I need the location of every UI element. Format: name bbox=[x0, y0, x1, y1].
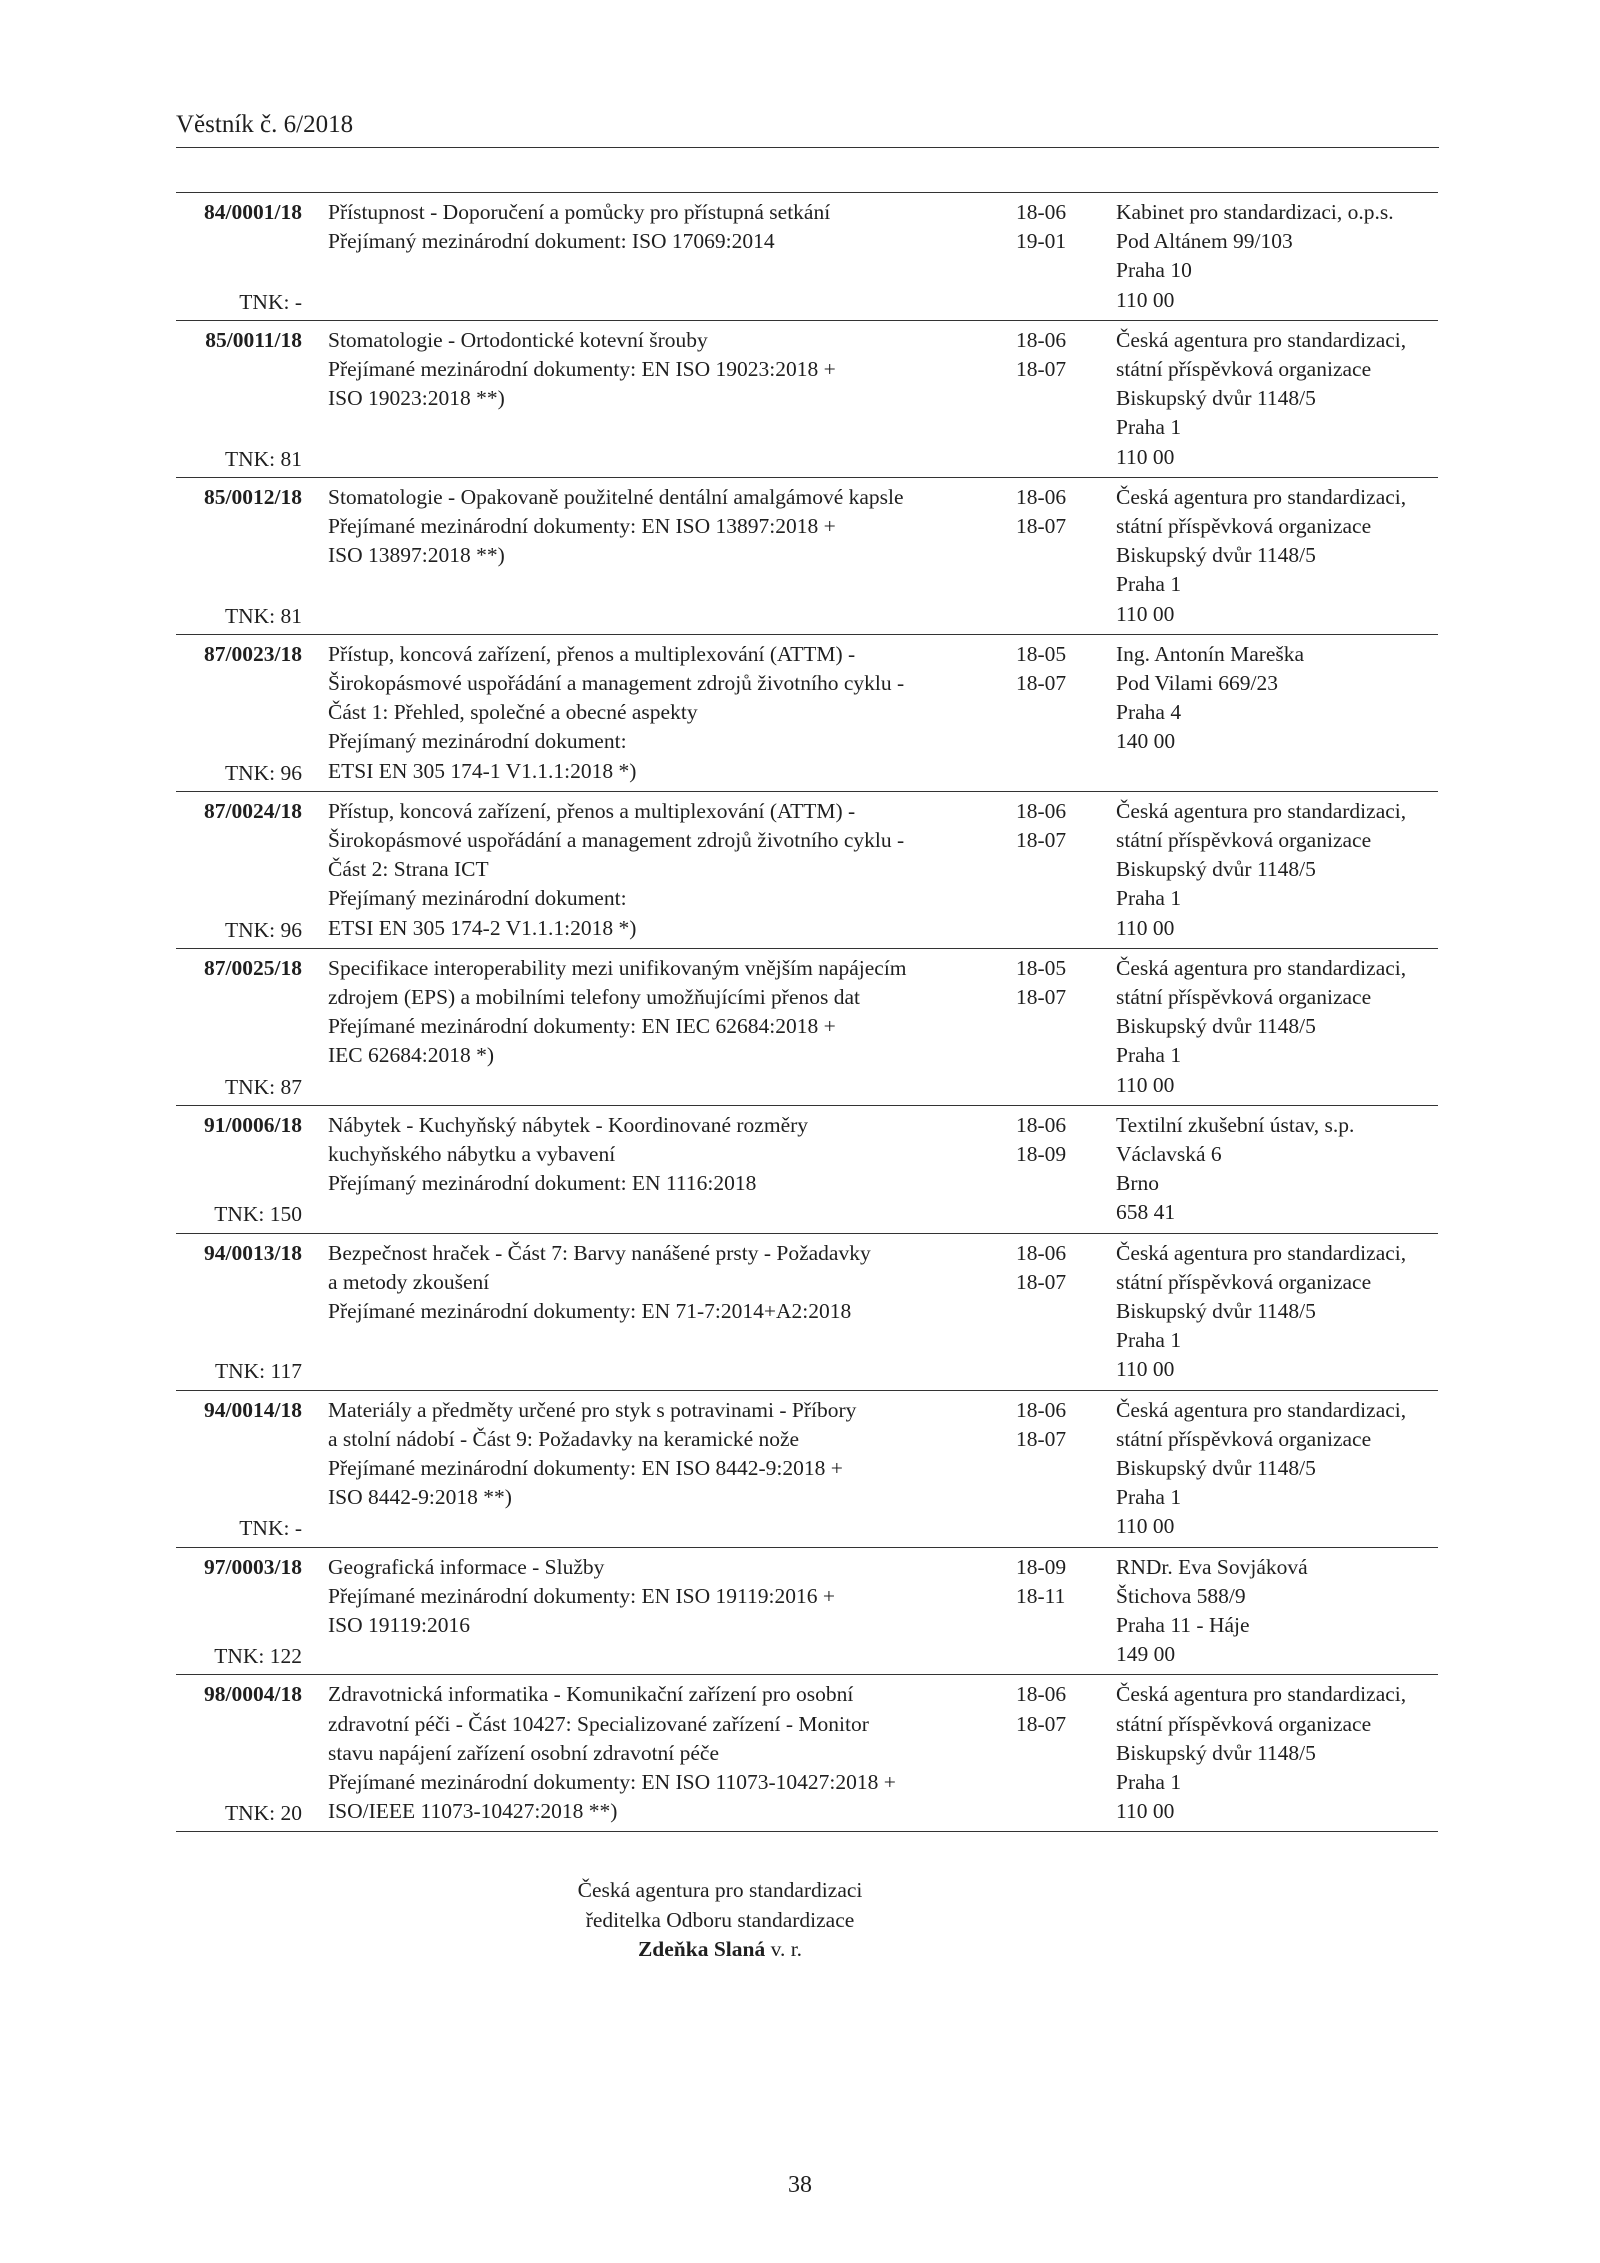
entry-dates-line: 18-07 bbox=[1016, 828, 1067, 852]
entry-number bbox=[176, 954, 302, 983]
entry-title bbox=[328, 1111, 1008, 1199]
entry-number bbox=[176, 1553, 302, 1582]
entry-number bbox=[176, 1680, 302, 1709]
entry-address-line: 110 00 bbox=[1116, 1357, 1175, 1382]
signature-organization: Česká agentura pro standardizaci bbox=[577, 1878, 863, 1902]
entry-title-line: Přejímaný mezinárodní dokument: ISO 17069:2014 bbox=[328, 229, 775, 254]
entry-dates-line: 18-09 bbox=[1016, 1142, 1067, 1166]
entry-address-line: Textilní zkušební ústav, s.p. bbox=[1116, 1112, 1355, 1137]
entry-address-line: Biskupský dvůr 1148/5 bbox=[1116, 386, 1316, 411]
entry-address-line: 110 00 bbox=[1116, 601, 1175, 626]
entry-address bbox=[1116, 1553, 1446, 1670]
entry-title-line: Přejímané mezinárodní dokumenty: EN ISO 8442-9:2018 + bbox=[328, 1456, 843, 1480]
entry-address-line: Biskupský dvůr 1148/5 bbox=[1116, 1740, 1316, 1765]
entry-number bbox=[176, 640, 302, 669]
entry-title-line: Přístup, koncová zařízení, přenos a multiplexování (ATTM) - bbox=[328, 798, 856, 823]
entry-address bbox=[1116, 640, 1446, 757]
entry-address bbox=[1116, 326, 1446, 472]
entry-dates-line: 18-06 bbox=[1016, 327, 1067, 352]
tnk-label: TNK: 81 bbox=[224, 446, 302, 471]
entry-dates-line: 18-11 bbox=[1016, 1583, 1066, 1608]
table-row bbox=[176, 792, 1438, 949]
entry-address-line: 140 00 bbox=[1116, 729, 1176, 754]
entry-dates-line: 19-01 bbox=[1016, 229, 1067, 254]
entry-address-line: Česká agentura pro standardizaci, bbox=[1116, 1240, 1407, 1265]
signer-suffix: v. r. bbox=[765, 1937, 803, 1961]
entry-dates bbox=[1016, 640, 1106, 698]
entry-address-line: státní příspěvková organizace bbox=[1116, 1426, 1372, 1451]
entry-number bbox=[176, 483, 302, 512]
entry-title-line: Zdravotnická informatika - Komunikační zařízení pro osobní bbox=[328, 1682, 854, 1707]
entry-title-line: Specifikace interoperability mezi unifikovaným vnějším napájecím bbox=[328, 955, 907, 980]
entry-address-line: Pod Vilami 669/23 bbox=[1116, 671, 1278, 695]
signature-name-line bbox=[520, 1935, 920, 1965]
tnk-label: TNK: 150 bbox=[214, 1202, 302, 1227]
entry-dates-line: 18-06 bbox=[1016, 200, 1067, 224]
entry-title-line: Stomatologie - Ortodontické kotevní šrouby bbox=[328, 327, 708, 352]
entry-address-line: Česká agentura pro standardizaci, bbox=[1116, 327, 1407, 352]
table-row bbox=[176, 1234, 1438, 1391]
entry-title bbox=[328, 797, 1008, 943]
entry-title bbox=[328, 954, 1008, 1071]
entry-dates bbox=[1016, 326, 1106, 384]
entry-title-line: Přejímané mezinárodní dokumenty: EN IEC 62684:2018 + bbox=[328, 1014, 836, 1039]
page-number: 38 bbox=[788, 2172, 812, 2198]
entry-title-line: Přejímané mezinárodní dokumenty: EN ISO 13897:2018 + bbox=[328, 514, 836, 538]
entry-address-line: státní příspěvková organizace bbox=[1116, 828, 1372, 852]
entry-title-line: Přístup, koncová zařízení, přenos a multiplexování (ATTM) - bbox=[328, 641, 856, 666]
entry-number bbox=[176, 1111, 302, 1140]
entry-dates-line: 18-07 bbox=[1016, 1711, 1067, 1736]
entry-title-line: IEC 62684:2018 *) bbox=[328, 1043, 495, 1068]
entry-address-line: 658 41 bbox=[1116, 1200, 1176, 1225]
entry-dates-line: 18-07 bbox=[1016, 1269, 1067, 1294]
tnk-label: TNK: - bbox=[239, 1516, 302, 1541]
entry-number-value: 87/0023/18 bbox=[204, 641, 302, 666]
entry-dates-line: 18-06 bbox=[1016, 798, 1067, 823]
entry-number-value: 94/0014/18 bbox=[204, 1397, 302, 1422]
entry-number-value: 94/0013/18 bbox=[204, 1240, 302, 1265]
entry-dates-line: 18-06 bbox=[1016, 484, 1067, 509]
entry-address-line: státní příspěvková organizace bbox=[1116, 1711, 1372, 1736]
entry-dates-line: 18-06 bbox=[1016, 1682, 1067, 1707]
entry-dates bbox=[1016, 1239, 1106, 1297]
tnk-label: TNK: 96 bbox=[224, 917, 302, 942]
entry-address-line: Biskupský dvůr 1148/5 bbox=[1116, 543, 1316, 568]
tnk-label: TNK: 20 bbox=[224, 1801, 302, 1826]
entry-address-line: Česká agentura pro standardizaci, bbox=[1116, 1397, 1407, 1422]
entry-dates bbox=[1016, 1111, 1106, 1169]
entry-address-line: Praha 1 bbox=[1116, 1770, 1182, 1794]
table-row bbox=[176, 478, 1438, 635]
entry-dates-line: 18-06 bbox=[1016, 1112, 1067, 1137]
entry-address-line: Praha 10 bbox=[1116, 258, 1192, 283]
table-row bbox=[176, 635, 1438, 792]
entry-address-line: Brno bbox=[1116, 1171, 1159, 1196]
entry-title bbox=[328, 1553, 1008, 1641]
entry-dates bbox=[1016, 1680, 1106, 1738]
entry-title-line: ISO 19023:2018 **) bbox=[328, 386, 505, 411]
entry-number-value: 84/0001/18 bbox=[204, 200, 302, 224]
entry-title-line: Stomatologie - Opakovaně použitelné dentální amalgámové kapsle bbox=[328, 484, 904, 509]
entry-title-line: Materiály a předměty určené pro styk s potravinami - Příbory bbox=[328, 1397, 857, 1422]
entry-address-line: Praha 1 bbox=[1116, 572, 1182, 597]
entry-title-line: Geografická informace - Služby bbox=[328, 1554, 605, 1579]
entry-title-line: zdravotní péči - Část 10427: Specializované zařízení - Monitor bbox=[328, 1711, 869, 1736]
entry-dates bbox=[1016, 483, 1106, 541]
bulletin-header: Věstník č. 6/2018 bbox=[176, 111, 354, 138]
entry-address bbox=[1116, 1239, 1446, 1385]
entry-title-line: Část 2: Strana ICT bbox=[328, 857, 489, 882]
entry-address-line: Praha 1 bbox=[1116, 415, 1182, 440]
entry-dates-line: 18-07 bbox=[1016, 1426, 1067, 1451]
entry-number-value: 85/0011/18 bbox=[205, 327, 302, 352]
entry-address bbox=[1116, 797, 1446, 943]
entry-dates bbox=[1016, 198, 1106, 256]
entry-dates bbox=[1016, 1396, 1106, 1454]
table-row bbox=[176, 193, 1438, 321]
entry-title bbox=[328, 1680, 1008, 1826]
table-row bbox=[176, 321, 1438, 478]
tnk-label: TNK: 122 bbox=[214, 1644, 302, 1669]
entry-number-value: 87/0025/18 bbox=[204, 955, 302, 980]
entry-address-line: státní příspěvková organizace bbox=[1116, 357, 1372, 381]
entry-dates-line: 18-05 bbox=[1016, 955, 1067, 980]
table-row bbox=[176, 1106, 1438, 1234]
entry-number bbox=[176, 1239, 302, 1268]
entry-address-line: Ing. Antonín Mareška bbox=[1116, 641, 1305, 666]
entry-dates-line: 18-07 bbox=[1016, 357, 1067, 381]
table-row bbox=[176, 1548, 1438, 1676]
table-row bbox=[176, 949, 1438, 1106]
entry-dates-line: 18-07 bbox=[1016, 514, 1067, 538]
entry-address-line: Praha 11 - Háje bbox=[1116, 1613, 1250, 1637]
entry-title-line: ISO 8442-9:2018 **) bbox=[328, 1485, 512, 1510]
entry-title-line: ETSI EN 305 174-2 V1.1.1:2018 *) bbox=[328, 915, 637, 940]
tnk-label: TNK: 117 bbox=[215, 1359, 302, 1384]
entry-title-line: Přejímaný mezinárodní dokument: bbox=[328, 886, 627, 911]
entry-address-line: Biskupský dvůr 1148/5 bbox=[1116, 1014, 1316, 1039]
entry-address-line: RNDr. Eva Sovjáková bbox=[1116, 1554, 1308, 1579]
entry-number-value: 87/0024/18 bbox=[204, 798, 302, 823]
entry-title-line: Přejímaný mezinárodní dokument: bbox=[328, 729, 627, 754]
entry-address-line: 110 00 bbox=[1116, 1799, 1175, 1824]
entry-dates bbox=[1016, 797, 1106, 855]
entry-address-line: Praha 1 bbox=[1116, 1043, 1182, 1068]
entry-title bbox=[328, 640, 1008, 786]
entry-title-line: kuchyňského nábytku a vybavení bbox=[328, 1142, 616, 1166]
entry-title-line: ISO 13897:2018 **) bbox=[328, 543, 505, 568]
entry-address-line: Václavská 6 bbox=[1116, 1142, 1222, 1166]
entry-title-line: Přejímaný mezinárodní dokument: EN 1116:2018 bbox=[328, 1171, 757, 1196]
table-row bbox=[176, 1675, 1438, 1832]
entry-address-line: Praha 1 bbox=[1116, 1485, 1182, 1510]
entry-title-line: stavu napájení zařízení osobní zdravotní péče bbox=[328, 1740, 720, 1765]
entry-title-line: Přejímané mezinárodní dokumenty: EN ISO 19023:2018 + bbox=[328, 357, 836, 381]
entry-number bbox=[176, 326, 302, 355]
signature-role: ředitelka Odboru standardizace bbox=[585, 1907, 855, 1932]
entry-address bbox=[1116, 198, 1446, 315]
entry-address-line: Česká agentura pro standardizaci, bbox=[1116, 1682, 1407, 1707]
entry-address-line: státní příspěvková organizace bbox=[1116, 514, 1372, 538]
entry-address-line: 149 00 bbox=[1116, 1642, 1176, 1667]
entry-address-line: Česká agentura pro standardizaci, bbox=[1116, 798, 1407, 823]
entry-address bbox=[1116, 954, 1446, 1100]
entry-number-value: 85/0012/18 bbox=[204, 484, 302, 509]
standards-table bbox=[176, 192, 1438, 1832]
entry-title-line: ISO 19119:2016 bbox=[328, 1613, 470, 1637]
signature-block bbox=[520, 1876, 920, 1965]
header-divider bbox=[176, 147, 1439, 148]
tnk-label: TNK: 87 bbox=[224, 1074, 302, 1099]
entry-address bbox=[1116, 1680, 1446, 1826]
entry-title-line: Širokopásmové uspořádání a management zdrojů životního cyklu - bbox=[328, 671, 905, 695]
entry-title bbox=[328, 198, 1008, 256]
entry-address bbox=[1116, 1396, 1446, 1542]
entry-address-line: Biskupský dvůr 1148/5 bbox=[1116, 857, 1316, 882]
entry-dates-line: 18-05 bbox=[1016, 641, 1067, 666]
entry-title-line: Bezpečnost hraček - Část 7: Barvy nanášené prsty - Požadavky bbox=[328, 1240, 871, 1265]
entry-address-line: Biskupský dvůr 1148/5 bbox=[1116, 1299, 1316, 1323]
entry-title bbox=[328, 1396, 1008, 1513]
entry-title-line: Širokopásmové uspořádání a management zdrojů životního cyklu - bbox=[328, 828, 905, 852]
entry-title bbox=[328, 1239, 1008, 1327]
entry-address-line: 110 00 bbox=[1116, 287, 1175, 312]
table-row bbox=[176, 1391, 1438, 1548]
entry-title-line: Přejímané mezinárodní dokumenty: EN ISO 19119:2016 + bbox=[328, 1583, 835, 1608]
entry-number bbox=[176, 1396, 302, 1425]
entry-address-line: Biskupský dvůr 1148/5 bbox=[1116, 1456, 1316, 1480]
entry-address-line: Štichova 588/9 bbox=[1116, 1583, 1246, 1608]
entry-number-value: 98/0004/18 bbox=[204, 1682, 302, 1707]
tnk-label: TNK: 96 bbox=[224, 760, 302, 785]
entry-address-line: 110 00 bbox=[1116, 444, 1175, 469]
entry-title-line: Přístupnost - Doporučení a pomůcky pro přístupná setkání bbox=[328, 200, 831, 224]
entry-dates-line: 18-09 bbox=[1016, 1554, 1067, 1579]
tnk-label: TNK: 81 bbox=[224, 603, 302, 628]
entry-number-value: 91/0006/18 bbox=[204, 1112, 302, 1137]
entry-title-line: Nábytek - Kuchyňský nábytek - Koordinované rozměry bbox=[328, 1112, 809, 1137]
entry-title bbox=[328, 483, 1008, 571]
entry-title-line: Přejímané mezinárodní dokumenty: EN ISO 11073-10427:2018 + bbox=[328, 1770, 896, 1794]
entry-dates-line: 18-06 bbox=[1016, 1397, 1067, 1422]
signer-name: Zdeňka Slaná bbox=[637, 1937, 766, 1961]
entry-title-line: ISO/IEEE 11073-10427:2018 **) bbox=[328, 1799, 618, 1824]
entry-address-line: 110 00 bbox=[1116, 1514, 1175, 1539]
entry-number bbox=[176, 797, 302, 826]
entry-address-line: Pod Altánem 99/103 bbox=[1116, 229, 1293, 254]
entry-address bbox=[1116, 1111, 1446, 1228]
entry-address-line: Praha 1 bbox=[1116, 1328, 1182, 1353]
entry-address-line: 110 00 bbox=[1116, 1072, 1175, 1097]
entry-address-line: 110 00 bbox=[1116, 915, 1175, 940]
entry-title-line: zdrojem (EPS) a mobilními telefony umožňujícími přenos dat bbox=[328, 985, 861, 1009]
entry-dates bbox=[1016, 954, 1106, 1012]
entry-address-line: Praha 1 bbox=[1116, 886, 1182, 911]
entry-address-line: Česká agentura pro standardizaci, bbox=[1116, 484, 1407, 509]
entry-address-line: státní příspěvková organizace bbox=[1116, 1269, 1372, 1294]
entry-title-line: Přejímané mezinárodní dokumenty: EN 71-7:2014+A2:2018 bbox=[328, 1299, 852, 1323]
entry-dates-line: 18-07 bbox=[1016, 985, 1067, 1009]
entry-title-line: a stolní nádobí - Část 9: Požadavky na keramické nože bbox=[328, 1426, 800, 1451]
tnk-label: TNK: - bbox=[239, 289, 302, 314]
entry-number-value: 97/0003/18 bbox=[204, 1554, 302, 1579]
entry-title-line: Část 1: Přehled, společné a obecné aspekty bbox=[328, 700, 698, 725]
entry-title bbox=[328, 326, 1008, 414]
entry-dates bbox=[1016, 1553, 1106, 1611]
entry-title-line: a metody zkoušení bbox=[328, 1269, 490, 1294]
entry-number bbox=[176, 198, 302, 227]
entry-address-line: Praha 4 bbox=[1116, 700, 1182, 725]
entry-address-line: Česká agentura pro standardizaci, bbox=[1116, 955, 1407, 980]
entry-address-line: státní příspěvková organizace bbox=[1116, 985, 1372, 1009]
entry-dates-line: 18-07 bbox=[1016, 671, 1067, 695]
entry-title-line: ETSI EN 305 174-1 V1.1.1:2018 *) bbox=[328, 758, 637, 783]
entry-address-line: Kabinet pro standardizaci, o.p.s. bbox=[1116, 200, 1394, 224]
entry-dates-line: 18-06 bbox=[1016, 1240, 1067, 1265]
entry-address bbox=[1116, 483, 1446, 629]
